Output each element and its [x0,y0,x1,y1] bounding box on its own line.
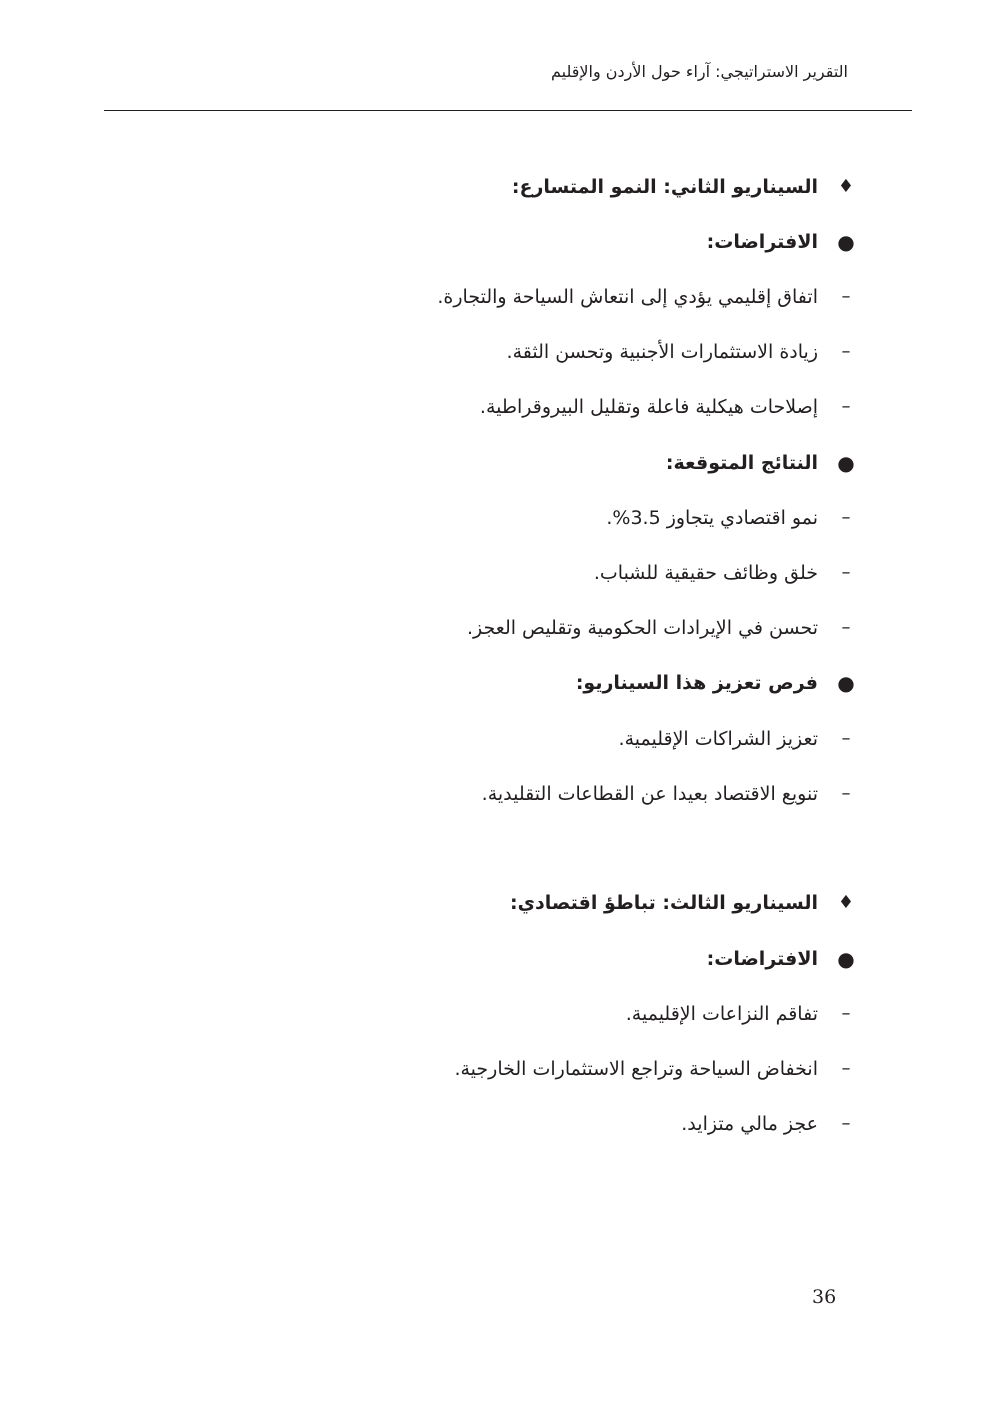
dot-bullet-icon: ● [837,230,855,254]
list-item [200,556,860,590]
list-item [200,997,860,1031]
group-label-text: الافتراضات: [706,231,818,253]
list-item [200,501,860,535]
list-item [200,280,860,314]
dash-bullet-icon: – [841,1113,851,1134]
list-item [200,777,860,811]
diamond-bullet-icon: ♦ [837,176,855,197]
group-label [200,446,860,480]
dash-bullet-icon: – [841,286,851,307]
group-label-text: الافتراضات: [706,948,818,970]
list-item-text: نمو اقتصادي يتجاوز 3.5%. [606,507,818,529]
running-header: التقرير الاستراتيجي: آراء حول الأردن والإقليم [550,62,848,81]
scenario-heading-text: السيناريو الثاني: النمو المتسارع: [511,176,818,198]
list-item-text: زيادة الاستثمارات الأجنبية وتحسن الثقة. [506,341,818,363]
list-item [200,722,860,756]
list-item-text: انخفاض السياحة وتراجع الاستثمارات الخارجية. [454,1058,818,1080]
dash-bullet-icon: – [841,562,851,583]
list-item-text: تفاقم النزاعات الإقليمية. [625,1003,818,1025]
group-label [200,942,860,976]
dash-bullet-icon: – [841,728,851,749]
list-item-text: تحسن في الإيرادات الحكومية وتقليص العجز. [466,617,818,639]
scenario-heading-text: السيناريو الثالث: تباطؤ اقتصادي: [510,892,818,914]
list-item-text: تعزيز الشراكات الإقليمية. [618,728,818,750]
group-label [200,225,860,259]
group-label-text: فرص تعزيز هذا السيناريو: [575,672,818,694]
page-number: 36 [812,1286,837,1308]
dash-bullet-icon: – [841,396,851,417]
list-item [200,1107,860,1141]
list-item-text: عجز مالي متزايد. [681,1113,818,1135]
dash-bullet-icon: – [841,1003,851,1024]
list-item [200,335,860,369]
list-item-text: إصلاحات هيكلية فاعلة وتقليل البيروقراطية. [479,396,818,418]
list-item-text: اتفاق إقليمي يؤدي إلى انتعاش السياحة والتجارة. [437,286,818,308]
diamond-bullet-icon: ♦ [837,892,855,913]
dash-bullet-icon: – [841,783,851,804]
list-item [200,611,860,645]
dot-bullet-icon: ● [837,451,855,475]
dash-bullet-icon: – [841,617,851,638]
group-label [200,666,860,700]
list-item-text: تنويع الاقتصاد بعيدا عن القطاعات التقليدية. [481,783,818,805]
list-item-text: خلق وظائف حقيقية للشباب. [593,562,818,584]
dot-bullet-icon: ● [837,947,855,971]
scenario-heading [200,886,860,920]
dash-bullet-icon: – [841,507,851,528]
scenario-heading [200,170,860,204]
group-label-text: النتائج المتوقعة: [665,452,818,474]
dot-bullet-icon: ● [837,671,855,695]
dash-bullet-icon: – [841,1058,851,1079]
dash-bullet-icon: – [841,341,851,362]
list-item [200,1052,860,1086]
list-item [200,390,860,424]
